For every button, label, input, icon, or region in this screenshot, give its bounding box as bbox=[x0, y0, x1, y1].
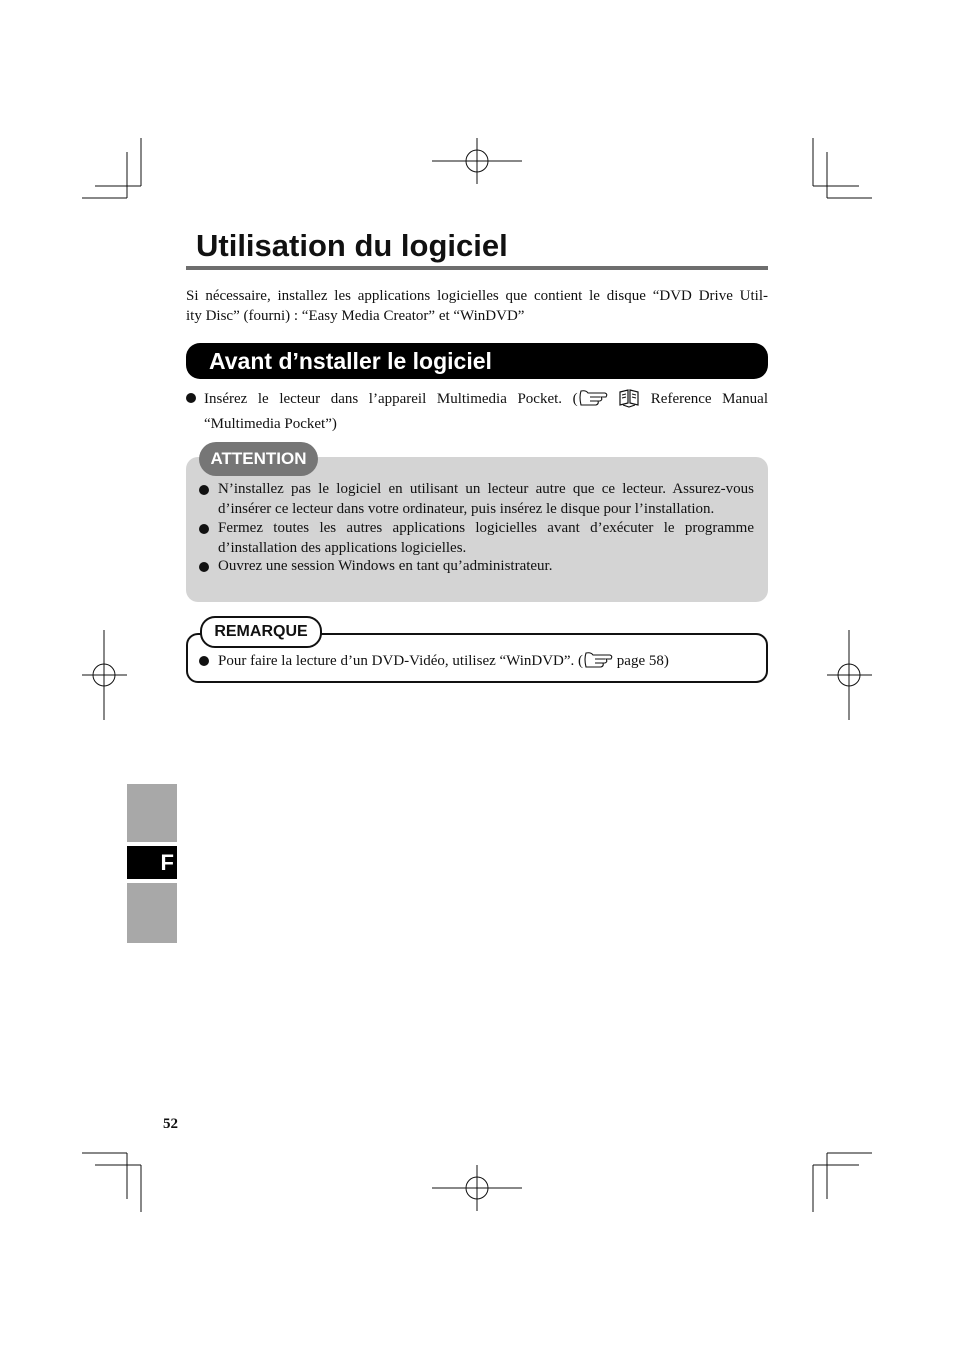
remarque-label: REMARQUE bbox=[200, 616, 322, 648]
install-instruction-text: Insérez le lecteur dans l’appareil Multimedia Pocket. ( bbox=[204, 391, 578, 407]
side-tab-lower bbox=[127, 883, 177, 943]
attention-item-line: Ouvrez une session Windows en tant qu’administrateur. bbox=[218, 558, 553, 574]
hand-pointer-icon bbox=[578, 388, 608, 415]
bullet-icon bbox=[199, 656, 209, 666]
manual-book-icon bbox=[618, 388, 640, 415]
bullet-icon bbox=[199, 524, 209, 534]
remarque-text bbox=[218, 650, 758, 677]
remarque-text-part-1: Pour faire la lecture d’un DVD-Vidéo, utilisez “WinDVD”. ( bbox=[218, 653, 584, 669]
attention-item-line: Fermez toutes les autres applications logicielles avant d’exécuter le programme bbox=[218, 520, 754, 536]
page-reference-link[interactable]: page 58) bbox=[613, 653, 669, 669]
attention-label: ATTENTION bbox=[199, 442, 318, 476]
attention-item-line: d’insérer ce lecteur dans votre ordinateur, puis insérez le disque pour l’installation. bbox=[218, 500, 715, 517]
attention-item-line: N’installez pas le logiciel en utilisant un lecteur autre que ce lecteur. Assurez-vous bbox=[218, 481, 754, 497]
bullet-icon bbox=[186, 393, 196, 403]
side-tab-upper bbox=[127, 784, 177, 842]
bullet-icon bbox=[199, 485, 209, 495]
page-title: Utilisation du logiciel bbox=[196, 228, 508, 263]
section-title: Avant d’nstaller le logiciel bbox=[209, 348, 492, 374]
intro-line-1: Si nécessaire, installez les applications logicielles que contient le disque “DVD Drive Util- bbox=[186, 288, 768, 304]
title-underline bbox=[186, 266, 768, 270]
attention-item bbox=[218, 557, 754, 577]
reference-manual-link[interactable]: Reference Manual bbox=[650, 391, 768, 407]
install-instruction bbox=[204, 388, 768, 434]
bullet-icon bbox=[199, 562, 209, 572]
hand-pointer-icon bbox=[583, 650, 613, 677]
page-number: 52 bbox=[163, 1116, 178, 1132]
intro-paragraph bbox=[186, 287, 768, 326]
attention-item bbox=[218, 480, 754, 519]
install-instruction-line-2: “Multimedia Pocket”) bbox=[204, 415, 337, 432]
language-tab-f: F bbox=[127, 846, 177, 879]
attention-item-line: d’installation des applications logicielles. bbox=[218, 539, 467, 556]
attention-item bbox=[218, 519, 754, 558]
intro-line-2: ity Disc” (fourni) : “Easy Media Creator” et “WinDVD” bbox=[186, 307, 525, 324]
